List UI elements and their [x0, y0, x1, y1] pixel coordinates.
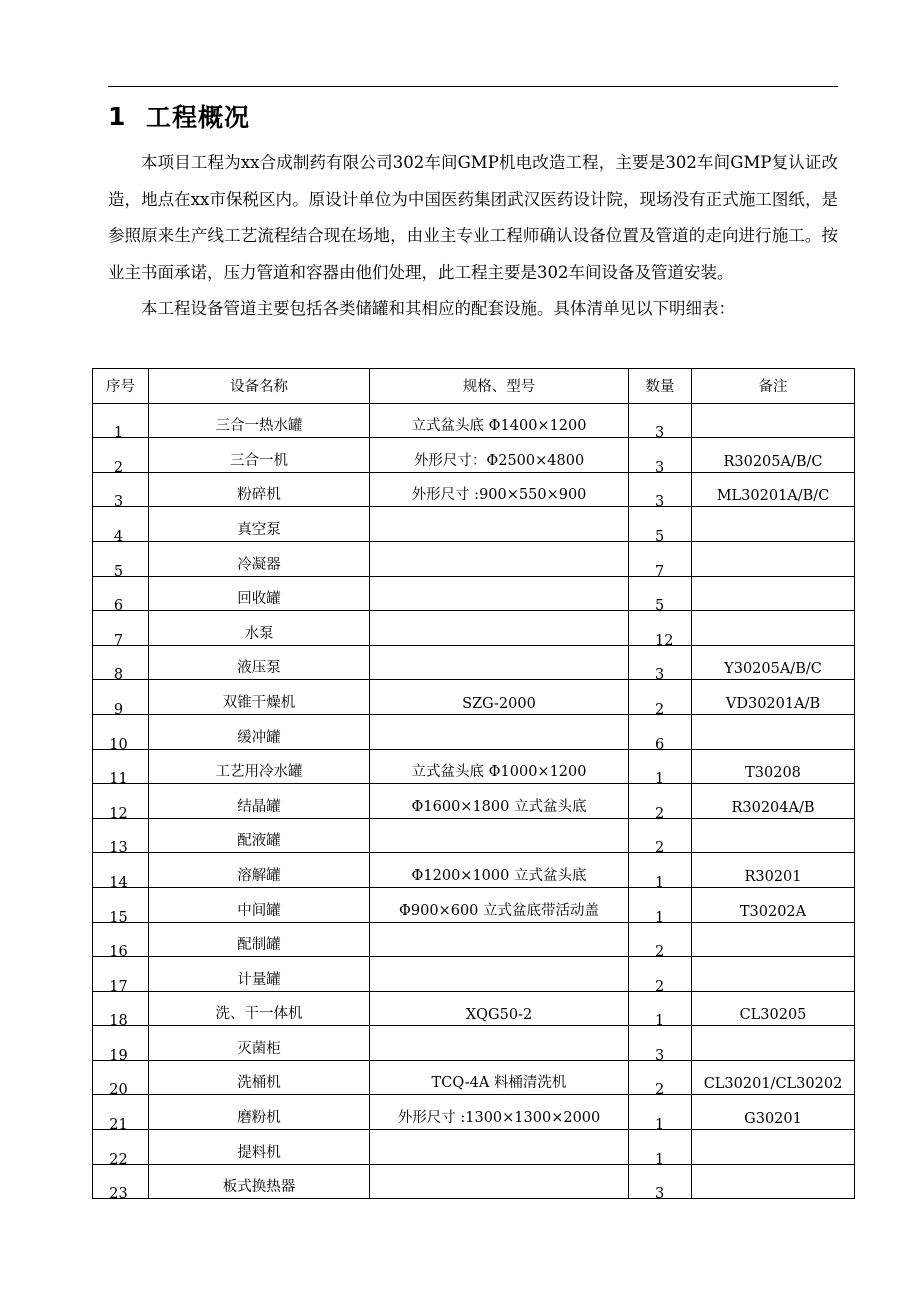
remarks-text: T30208: [745, 765, 801, 782]
cell-remarks: [692, 1164, 855, 1199]
cell-spec-model: [370, 680, 629, 715]
cell-row-index: [93, 576, 149, 615]
spec-model-text: Φ1200×1000 立式盆头底: [411, 867, 587, 884]
quantity-text: 2: [655, 978, 665, 995]
cell-quantity: [629, 403, 692, 442]
cell-quantity: [629, 645, 692, 684]
cell-equipment-name: [149, 1164, 370, 1199]
cell-spec-model: [370, 714, 629, 749]
row-index-text: 6: [113, 598, 124, 615]
cell-remarks: [692, 922, 855, 957]
cell-quantity: [629, 680, 692, 718]
equipment-name-text: 配制罐: [237, 937, 281, 954]
remarks-text: Y30205A/B/C: [724, 661, 822, 678]
cell-equipment-name: [149, 403, 370, 438]
equipment-name-text: 溶解罐: [237, 867, 281, 884]
row-index-text: 18: [109, 1013, 128, 1030]
cell-remarks: [692, 784, 855, 819]
row-index-text: 23: [109, 1186, 128, 1203]
cell-spec-model: [370, 922, 629, 957]
cell-row-index: [93, 438, 149, 476]
cell-row-index: [93, 714, 149, 753]
equipment-name-text: 水泵: [244, 625, 274, 642]
cell-remarks: [692, 541, 855, 576]
cell-row-index: [93, 991, 149, 1030]
header-spec-model: 规格、型号: [370, 369, 629, 404]
section-number: 1: [108, 101, 127, 131]
quantity-text: 6: [655, 736, 665, 753]
quantity-text: 2: [655, 944, 665, 961]
equipment-name-text: 液压泵: [237, 660, 281, 677]
cell-equipment-name: [149, 680, 370, 715]
cell-row-index: [93, 1026, 149, 1064]
cell-remarks: [692, 611, 855, 646]
cell-quantity: [629, 472, 692, 511]
equipment-name-text: 工艺用冷水罐: [215, 764, 303, 781]
cell-remarks: [692, 1130, 855, 1165]
header-remarks: 备注: [692, 369, 855, 404]
row-index-text: 22: [109, 1151, 128, 1168]
table-row: [93, 714, 855, 749]
cell-quantity: [629, 957, 692, 995]
equipment-name-text: 提料机: [237, 1144, 281, 1161]
cell-quantity: [629, 1060, 692, 1099]
row-index-text: 2: [113, 459, 124, 476]
cell-row-index: [93, 1130, 149, 1168]
cell-equipment-name: [149, 853, 370, 888]
cell-spec-model: [370, 403, 629, 438]
row-index-text: 1: [113, 425, 124, 442]
cell-quantity: [629, 991, 692, 1030]
cell-equipment-name: [149, 576, 370, 611]
quantity-text: 2: [655, 840, 665, 857]
quantity-text: 2: [655, 1082, 665, 1099]
cell-quantity: [629, 1026, 692, 1064]
cell-equipment-name: [149, 1026, 370, 1061]
table-row: [93, 1164, 855, 1199]
table-row: [93, 680, 855, 715]
quantity-text: 12: [655, 632, 674, 649]
equipment-name-text: 洗、干一体机: [215, 1006, 303, 1023]
row-index-text: 8: [113, 667, 124, 684]
cell-remarks: [692, 472, 855, 507]
quantity-text: 3: [655, 667, 665, 684]
quantity-text: 2: [655, 805, 665, 822]
cell-remarks: [692, 576, 855, 611]
table-body: [93, 403, 855, 1203]
row-index-text: 11: [109, 771, 128, 788]
cell-spec-model: [370, 1095, 629, 1130]
cell-remarks: [692, 1026, 855, 1061]
quantity-text: 3: [655, 459, 665, 476]
remarks-text: CL30201/CL30202: [703, 1076, 843, 1093]
table-row: [93, 922, 855, 957]
cell-row-index: [93, 887, 149, 926]
cell-equipment-name: [149, 1060, 370, 1095]
cell-spec-model: [370, 818, 629, 853]
cell-spec-model: [370, 472, 629, 507]
cell-quantity: [629, 611, 692, 649]
table-row: [93, 403, 855, 438]
quantity-text: 7: [655, 563, 665, 580]
row-index-text: 3: [113, 494, 124, 511]
cell-remarks: [692, 645, 855, 680]
cell-spec-model: [370, 576, 629, 611]
cell-remarks: [692, 714, 855, 749]
cell-spec-model: [370, 784, 629, 819]
equipment-name-text: 灭菌柜: [237, 1040, 281, 1057]
cell-spec-model: [370, 438, 629, 473]
remarks-text: VD30201A/B: [725, 695, 821, 712]
quantity-text: 1: [655, 1117, 665, 1134]
equipment-name-text: 回收罐: [237, 591, 281, 608]
table-row: [93, 784, 855, 819]
cell-spec-model: [370, 1130, 629, 1165]
equipment-name-text: 粉碎机: [237, 487, 281, 504]
equipment-name-text: 结晶罐: [237, 798, 281, 815]
spec-model-text: Φ1600×1800 立式盆头底: [411, 798, 587, 815]
table-row: [93, 507, 855, 542]
cell-equipment-name: [149, 611, 370, 646]
equipment-name-text: 三合一机: [230, 452, 288, 469]
remarks-text: T30202A: [739, 903, 807, 920]
header-rule: [108, 86, 838, 87]
spec-model-text: XQG50-2: [465, 1007, 533, 1024]
row-index-text: 13: [109, 840, 128, 857]
cell-quantity: [629, 541, 692, 580]
section-heading: [108, 98, 250, 134]
cell-spec-model: [370, 1060, 629, 1095]
table-row: [93, 853, 855, 888]
row-index-text: 4: [113, 528, 124, 545]
table-row: [93, 645, 855, 680]
cell-row-index: [93, 645, 149, 684]
equipment-name-text: 缓冲罐: [237, 729, 281, 746]
cell-remarks: [692, 403, 855, 438]
equipment-name-text: 计量罐: [237, 971, 281, 988]
cell-row-index: [93, 853, 149, 891]
quantity-text: 5: [655, 598, 665, 615]
table-row: [93, 818, 855, 853]
cell-spec-model: [370, 611, 629, 646]
cell-row-index: [93, 507, 149, 545]
equipment-name-text: 洗桶机: [237, 1075, 281, 1092]
cell-quantity: [629, 576, 692, 615]
cell-equipment-name: [149, 749, 370, 784]
remarks-text: R30204A/B: [731, 799, 815, 816]
cell-equipment-name: [149, 957, 370, 992]
cell-equipment-name: [149, 991, 370, 1026]
cell-spec-model: [370, 541, 629, 576]
cell-remarks: [692, 507, 855, 542]
cell-quantity: [629, 853, 692, 891]
row-index-text: 14: [109, 874, 128, 891]
equipment-name-text: 真空泵: [237, 521, 281, 538]
row-index-text: 15: [109, 909, 128, 926]
quantity-text: 3: [655, 494, 665, 511]
table-row: [93, 541, 855, 576]
cell-quantity: [629, 714, 692, 753]
cell-spec-model: [370, 1026, 629, 1061]
cell-row-index: [93, 957, 149, 995]
cell-quantity: [629, 922, 692, 961]
equipment-name-text: 冷凝器: [237, 556, 281, 573]
cell-remarks: [692, 749, 855, 784]
quantity-text: 3: [655, 1186, 665, 1203]
table-row: [93, 611, 855, 646]
table-row: [93, 957, 855, 992]
cell-equipment-name: [149, 438, 370, 473]
quantity-text: 2: [655, 701, 665, 718]
row-index-text: 9: [113, 701, 124, 718]
cell-remarks: [692, 887, 855, 922]
header-quantity: 数量: [629, 369, 692, 404]
cell-spec-model: [370, 749, 629, 784]
spec-model-text: 外形尺寸 :900×550×900: [411, 487, 587, 504]
header-equipment-name: 设备名称: [149, 369, 370, 404]
cell-row-index: [93, 1060, 149, 1099]
cell-quantity: [629, 1164, 692, 1203]
equipment-name-text: 双锥干燥机: [222, 694, 296, 711]
quantity-text: 3: [655, 1047, 665, 1064]
cell-equipment-name: [149, 818, 370, 853]
cell-row-index: [93, 749, 149, 788]
quantity-text: 1: [655, 909, 665, 926]
equipment-name-text: 中间罐: [237, 902, 281, 919]
cell-spec-model: [370, 1164, 629, 1199]
cell-equipment-name: [149, 541, 370, 576]
cell-quantity: [629, 1095, 692, 1134]
cell-equipment-name: [149, 1095, 370, 1130]
cell-equipment-name: [149, 784, 370, 819]
table-row: [93, 749, 855, 784]
cell-row-index: [93, 403, 149, 442]
cell-spec-model: [370, 957, 629, 992]
cell-quantity: [629, 818, 692, 857]
row-index-text: 20: [109, 1082, 128, 1099]
spec-model-text: Φ900×600 立式盆底带活动盖: [399, 902, 599, 919]
quantity-text: 1: [655, 1013, 665, 1030]
cell-equipment-name: [149, 1130, 370, 1165]
cell-remarks: [692, 1095, 855, 1130]
cell-spec-model: [370, 507, 629, 542]
cell-remarks: [692, 680, 855, 715]
row-index-text: 5: [113, 563, 124, 580]
row-index-text: 21: [109, 1117, 128, 1134]
table-row: [93, 1060, 855, 1095]
section-title: 工程概况: [146, 103, 251, 132]
equipment-name-text: 配液罐: [237, 833, 281, 850]
spec-model-text: 外形尺寸 :1300×1300×2000: [397, 1110, 601, 1127]
table-row: [93, 1026, 855, 1061]
row-index-text: 7: [113, 632, 124, 649]
header-index: 序号: [93, 369, 149, 404]
cell-row-index: [93, 680, 149, 718]
cell-spec-model: [370, 853, 629, 888]
table-row: [93, 1130, 855, 1165]
quantity-text: 3: [655, 425, 665, 442]
row-index-text: 12: [109, 805, 128, 822]
spec-model-text: TCQ-4A 料桶清洗机: [431, 1075, 567, 1092]
cell-equipment-name: [149, 645, 370, 680]
cell-equipment-name: [149, 887, 370, 922]
table-row: [93, 472, 855, 507]
remarks-text: R30201: [744, 868, 802, 885]
paragraph-overview: 本项目工程为xx合成制药有限公司302车间GMP机电改造工程，主要是302车间GMP复认证改造，地点在xx市保税区内。原设计单位为中国医药集团武汉医药设计院，现场没有正式施工图纸，是参照原来生产线工艺流程结合现在场地，由业主专业工程师确认设备位置及管道的走向进行施工。按业主书面承诺，压力管道和容器由他们处理，此工程主要是302车间设备及管道安装。: [108, 153, 838, 282]
cell-equipment-name: [149, 507, 370, 542]
equipment-table: [92, 368, 855, 1203]
cell-remarks: [692, 438, 855, 473]
remarks-text: R30205A/B/C: [723, 453, 823, 470]
cell-row-index: [93, 541, 149, 580]
equipment-name-text: 三合一热水罐: [215, 418, 303, 435]
row-index-text: 10: [109, 736, 128, 753]
cell-remarks: [692, 853, 855, 888]
quantity-text: 1: [655, 874, 665, 891]
cell-quantity: [629, 749, 692, 788]
spec-model-text: 外形尺寸：Φ2500×4800: [413, 452, 585, 469]
cell-row-index: [93, 611, 149, 649]
cell-equipment-name: [149, 922, 370, 957]
table-header-row: [93, 369, 855, 404]
quantity-text: 1: [655, 771, 665, 788]
cell-quantity: [629, 438, 692, 476]
cell-spec-model: [370, 645, 629, 680]
cell-equipment-name: [149, 472, 370, 507]
cell-row-index: [93, 922, 149, 961]
body-text: [108, 145, 838, 328]
cell-remarks: [692, 957, 855, 992]
cell-spec-model: [370, 887, 629, 922]
cell-quantity: [629, 1130, 692, 1168]
cell-row-index: [93, 818, 149, 857]
cell-quantity: [629, 887, 692, 926]
row-index-text: 16: [109, 944, 128, 961]
cell-quantity: [629, 507, 692, 545]
table-row: [93, 887, 855, 922]
cell-remarks: [692, 991, 855, 1026]
spec-model-text: SZG-2000: [462, 695, 536, 712]
row-index-text: 19: [109, 1047, 128, 1064]
cell-row-index: [93, 1095, 149, 1134]
cell-row-index: [93, 472, 149, 511]
cell-remarks: [692, 818, 855, 853]
cell-row-index: [93, 784, 149, 822]
row-index-text: 17: [109, 978, 128, 995]
cell-remarks: [692, 1060, 855, 1095]
equipment-name-text: 板式换热器: [222, 1179, 296, 1196]
table-row: [93, 991, 855, 1026]
table-row: [93, 576, 855, 611]
cell-equipment-name: [149, 714, 370, 749]
table-row: [93, 438, 855, 473]
remarks-text: G30201: [744, 1111, 802, 1128]
equipment-name-text: 磨粉机: [237, 1110, 281, 1127]
table-row: [93, 1095, 855, 1130]
remarks-text: ML30201A/B/C: [716, 488, 830, 505]
quantity-text: 5: [655, 528, 665, 545]
spec-model-text: 立式盆头底 Φ1400×1200: [411, 418, 587, 435]
cell-quantity: [629, 784, 692, 822]
spec-model-text: 立式盆头底 Φ1000×1200: [411, 764, 587, 781]
cell-row-index: [93, 1164, 149, 1203]
quantity-text: 1: [655, 1151, 665, 1168]
cell-spec-model: [370, 991, 629, 1026]
paragraph-intro-table: 本工程设备管道主要包括各类储罐和其相应的配套设施。具体清单见以下明细表：: [141, 299, 735, 318]
remarks-text: CL30205: [739, 1007, 807, 1024]
